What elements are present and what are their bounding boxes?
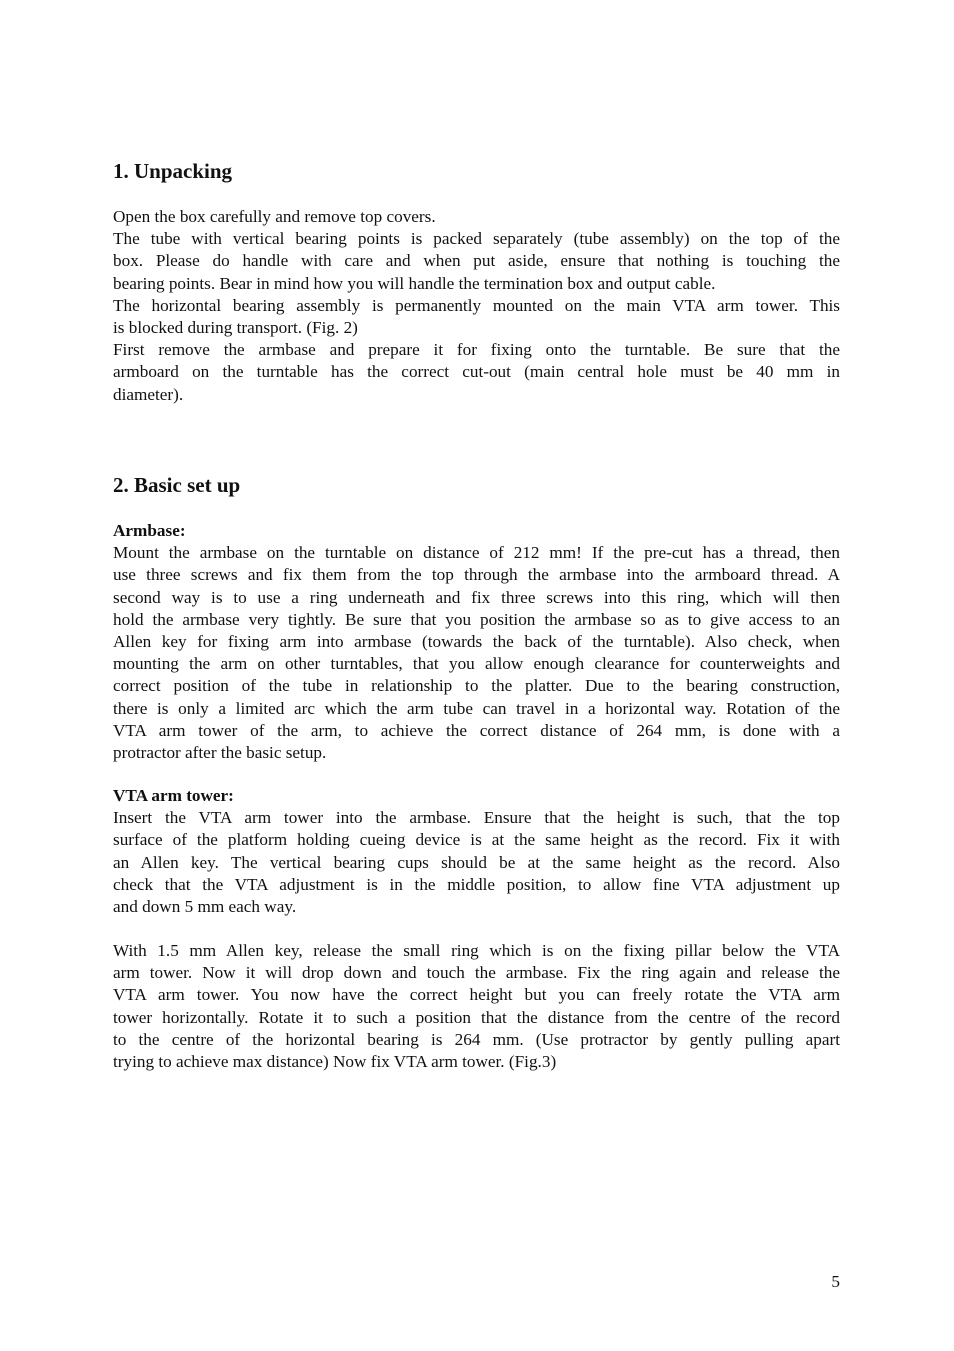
text-line: tower horizontally. Rotate it to such a position that the distance from the centre of the record (113, 1007, 840, 1027)
text-line: trying to achieve max distance) Now fix VTA arm tower. (Fig.3) (113, 1052, 557, 1072)
text-line: hold the armbase very tightly. Be sure that you position the armbase so as to give access to an (113, 609, 840, 629)
text-line: an Allen key. The vertical bearing cups should be at the same height as the record. Also (113, 852, 840, 872)
text-line: diameter). (113, 384, 184, 404)
text-line: mounting the arm on other turntables, that you allow enough clearance for counterweights and (113, 654, 840, 674)
text-line: protractor after the basic setup. (113, 743, 327, 763)
text-line: correct position of the tube in relationship to the platter. Due to the bearing construction, (113, 676, 840, 696)
text-line: VTA arm tower. You now have the correct height but you can freely rotate the VTA arm (113, 985, 840, 1005)
text-line: surface of the platform holding cueing device is at the same height as the record. Fix it with (113, 830, 840, 850)
text-line: The tube with vertical bearing points is packed separately (tube assembly) on the top of the (113, 229, 840, 249)
text-line: second way is to use a ring underneath and fix three screws into this ring, which will then (113, 587, 840, 607)
text-line: armboard on the turntable has the correct cut-out (main central hole must be 40 mm in (113, 362, 840, 382)
text-line: to the centre of the horizontal bearing is 264 mm. (Use protractor by gently pulling apart (113, 1029, 840, 1049)
page-number: 5 (831, 1272, 840, 1291)
text-line: is blocked during transport. (Fig. 2) (113, 318, 358, 338)
release-ring-paragraph (113, 940, 840, 1073)
section-heading-unpacking: 1. Unpacking (113, 159, 233, 183)
text-line: arm tower. Now it will drop down and touch the armbase. Fix the ring again and release the (113, 963, 840, 983)
text-line: bearing points. Bear in mind how you will handle the termination box and output cable. (113, 273, 716, 293)
subheading-armbase: Armbase: (113, 521, 186, 540)
text-line: The horizontal bearing assembly is permanently mounted on the main VTA arm tower. This (113, 295, 840, 315)
section-heading-basic-setup: 2. Basic set up (113, 473, 241, 497)
text-line: VTA arm tower of the arm, to achieve the correct distance of 264 mm, is done with a (113, 720, 840, 740)
vta-tower-paragraph (113, 785, 840, 918)
text-line: First remove the armbase and prepare it for fixing onto the turntable. Be sure that the (113, 340, 840, 360)
text-line: there is only a limited arc which the arm tube can travel in a horizontal way. Rotation of the (113, 698, 840, 718)
text-line: box. Please do handle with care and when put aside, ensure that nothing is touching the (113, 251, 840, 271)
unpacking-paragraph (113, 206, 840, 406)
text-line: and down 5 mm each way. (113, 897, 297, 917)
text-line: With 1.5 mm Allen key, release the small ring which is on the fixing pillar below the VTA (113, 941, 840, 960)
text-line: check that the VTA adjustment is in the middle position, to allow fine VTA adjustment up (113, 874, 840, 894)
armbase-paragraph (113, 520, 840, 764)
text-line: use three screws and fix them from the top through the armbase into the armboard thread. A (113, 565, 840, 585)
text-line: Mount the armbase on the turntable on distance of 212 mm! If the pre-cut has a thread, then (113, 543, 840, 563)
text-line: Allen key for fixing arm into armbase (towards the back of the turntable). Also check, when (113, 632, 840, 652)
text-line: Insert the VTA arm tower into the armbase. Ensure that the height is such, that the top (113, 808, 840, 828)
subheading-vta-arm-tower: VTA arm tower: (113, 786, 234, 805)
text-line: Open the box carefully and remove top covers. (113, 207, 436, 226)
